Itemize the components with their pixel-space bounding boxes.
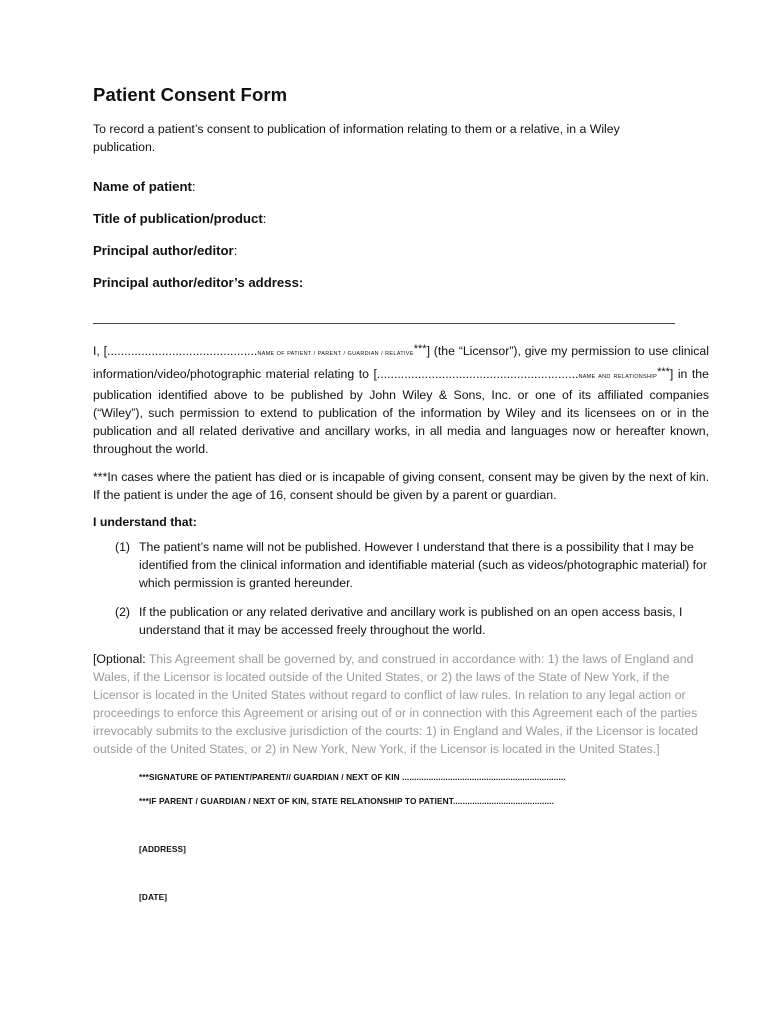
field-principal-author: Principal author/editor: <box>93 243 238 258</box>
form-title: Patient Consent Form <box>93 84 288 105</box>
next-of-kin-note: ***In cases where the patient has died or is incapable of giving consent, consent may be given by the next of kin. If the patient is under the age of 16, consent should be given by a parent or guardian. <box>93 470 709 502</box>
list-item: (2) If the publication or any related derivative and ancillary work is published on an open access basis, I understand that it may be accessed freely throughout the world. <box>115 605 683 637</box>
understanding-list <box>93 538 709 639</box>
relationship-line: ***IF PARENT / GUARDIAN / NEXT OF KIN, STATE RELATIONSHIP TO PATIENT.......................................... <box>139 796 554 806</box>
signature-line: ***SIGNATURE OF PATIENT/PARENT// GUARDIAN / NEXT OF KIN .................................................................... <box>139 772 566 782</box>
optional-clause: [Optional: This Agreement shall be governed by, and construed in accordance with: 1) the laws of England and Wales, if the Licensor is located outside of the United States, or 2) the laws of the State of New York, if the Licensor is located in the United States without regard to conflict of law rules. In relation to any legal action or proceedings to enforce this Agreement or arising out of or in connection with this Agreement each of the parties irrevocably submits to the exclusive jurisdiction of the courts: 1) in England and Wales, if the Licensor is located outside of the United States, or 2) in New York, New York, if the Licensor is located in the United States.] <box>93 652 699 756</box>
list-item: (1) The patient’s name will not be published. However I understand that there is a possibility that I may be identified from the clinical information and identifiable material (such as videos/photographic material) for which permission is granted hereunder. <box>115 540 707 590</box>
understand-heading: I understand that: <box>93 515 197 529</box>
consent-form-page <box>93 84 709 902</box>
field-author-address: Principal author/editor’s address: <box>93 275 304 290</box>
form-intro: To record a patient’s consent to publication of information relating to them or a relative, in a Wiley publication. <box>93 122 620 154</box>
address-label: [ADDRESS] <box>139 844 186 854</box>
divider-line <box>93 323 675 324</box>
date-label: [DATE] <box>139 892 168 902</box>
consent-paragraph: I, [............................................NAME OF PATIENT / PARENT / GUARDIAN / RELATIVE***] (the “Licensor”), give my permission to use clinical information/video/photographic material relating to [...........................................................NAME AND RELATIONSHIP***] in the publication identified above to be published by John Wiley & Sons, Inc. or one of its affiliated companies (“Wiley”), such permission to extend to publication of the information by Wiley and its licensees on or in the publication and all related derivative and ancillary works, in all media and languages now or hereafter known, throughout the world. <box>93 343 709 456</box>
form-fields <box>93 178 709 306</box>
field-publication-title: Title of publication/product: <box>93 211 267 226</box>
field-patient-name: Name of patient: <box>93 179 196 194</box>
